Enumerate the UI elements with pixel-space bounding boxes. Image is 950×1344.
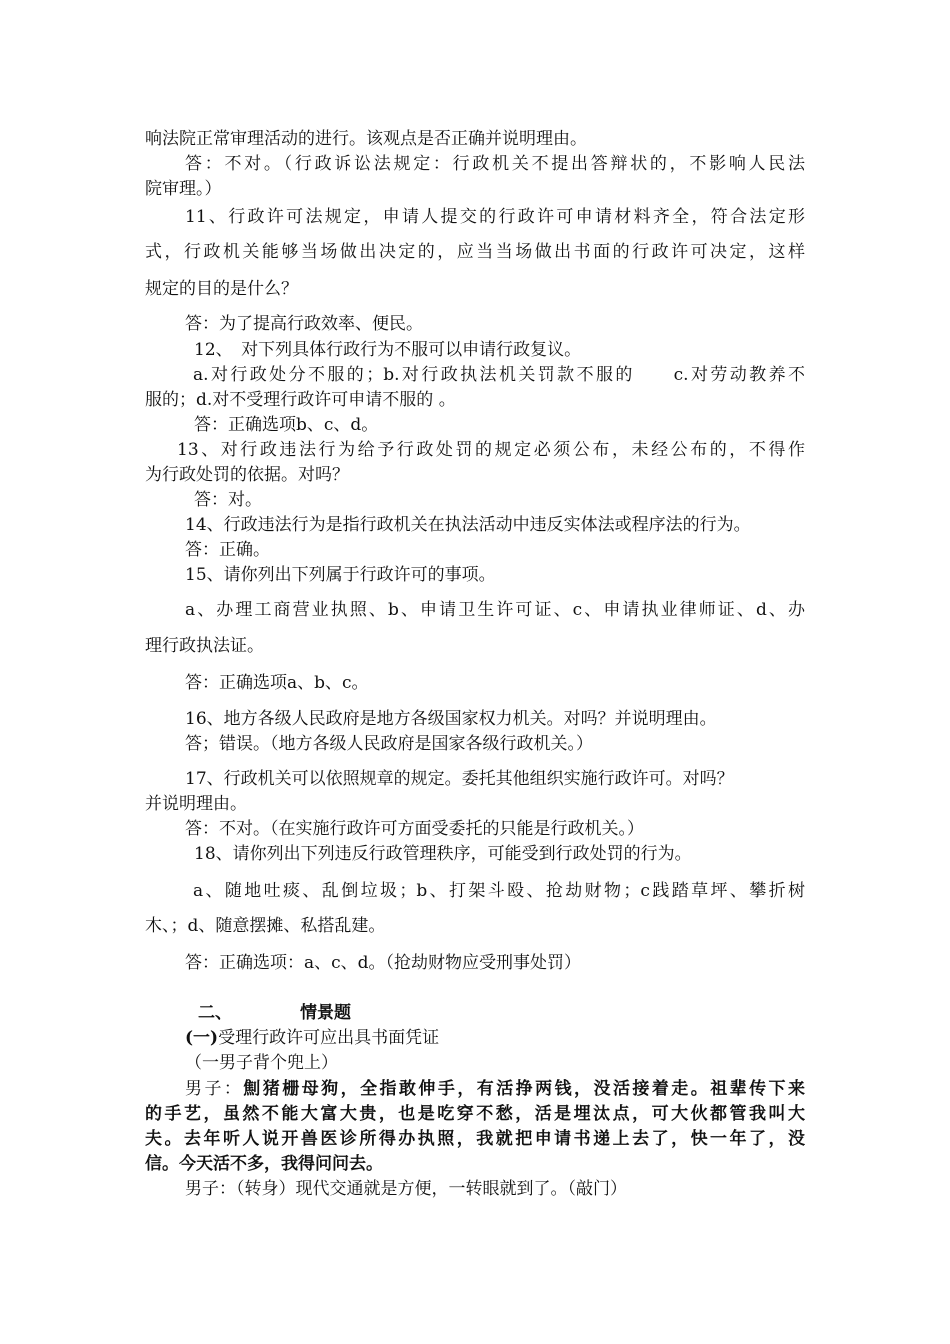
text-line: 响法院正常审理活动的进行。该观点是否正确并说明理由。 <box>145 129 587 149</box>
speech-line: 男子：（转身）现代交通就是方便，一转眼就到了。（敲门） <box>185 1179 627 1199</box>
subsection-heading <box>185 1027 439 1049</box>
question-16: 16、地方各级人民政府是地方各级国家权力机关。对吗？并说明理由。 <box>185 709 717 729</box>
speech-line: 夫。去年听人说开兽医诊所得办执照，我就把申请书递上去了，快一年了，没 <box>145 1129 805 1149</box>
subsection-title: 受理行政许可应出具书面凭证 <box>218 1028 440 1048</box>
text-line: 服的；d.对不受理行政许可申请不服的 。 <box>145 390 456 410</box>
answer-14: 答：正确。 <box>185 540 270 560</box>
subsection-number: (一) <box>185 1028 219 1048</box>
question-12: 12、 对下列具体行政行为不服可以申请行政复议。 <box>194 340 582 360</box>
speech-line: 男子：劁猪栅母狗，全指敢伸手，有活挣两钱，没活接着走。祖辈传下来 <box>145 1078 805 1100</box>
text-line: 式，行政机关能够当场做出决定的，应当当场做出书面的行政许可决定，这样 <box>145 242 805 262</box>
text-line: 院审理。） <box>145 179 222 199</box>
section-number: 二、 <box>198 1003 232 1023</box>
question-14: 14、行政违法行为是指行政机关在执法活动中违反实体法或程序法的行为。 <box>185 515 751 535</box>
answer-13: 答：对。 <box>194 490 262 510</box>
speaker-label: 男子： <box>185 1179 236 1199</box>
speaker-label: 男子： <box>185 1079 244 1099</box>
question-18: 18、请你列出下列违反行政管理秩序，可能受到行政处罚的行为。 <box>194 844 692 864</box>
answer-12: 答：正确选项b、c、d。 <box>194 415 379 435</box>
answer-18: 答：正确选项：a、c、d。（抢劫财物应受刑事处罚） <box>185 953 582 973</box>
question-13: 13、对行政违法行为给予行政处罚的规定必须公布，未经公布的，不得作 <box>177 440 805 460</box>
text-line: 木、；d、随意摆摊、私搭乱建。 <box>145 916 386 936</box>
stage-direction: （一男子背个兜上） <box>185 1053 338 1073</box>
text-line: 理行政执法证。 <box>145 636 264 656</box>
question-15: 15、请你列出下列属于行政许可的事项。 <box>185 565 496 585</box>
answer-15: 答：正确选项a、b、c。 <box>185 673 369 693</box>
text-line: 为行政处罚的依据。对吗？ <box>145 465 349 485</box>
text-line: a、随地吐痰、乱倒垃圾；b、打架斗殴、抢劫财物；c践踏草坪、攀折树 <box>193 881 805 901</box>
question-17: 17、行政机关可以依照规章的规定。委托其他组织实施行政许可。对吗？ <box>185 769 734 789</box>
text-line: 答：不对。（行政诉讼法规定：行政机关不提出答辩状的，不影响人民法 <box>185 154 805 174</box>
text-line: a、办理工商营业执照、b、申请卫生许可证、c、申请执业律师证、d、办 <box>185 600 805 620</box>
speech-line: 信。今天活不多，我得问问去。 <box>145 1154 383 1174</box>
answer-17: 答：不对。（在实施行政许可方面受委托的只能是行政机关。） <box>185 819 644 839</box>
question-11: 11、行政许可法规定，申请人提交的行政许可申请材料齐全，符合法定形 <box>185 207 805 227</box>
text-line: 并说明理由。 <box>145 794 247 814</box>
section-title: 情景题 <box>300 1003 351 1023</box>
answer-16: 答；错误。（地方各级人民政府是国家各级行政机关。） <box>185 734 593 754</box>
answer-11: 答：为了提高行政效率、便民。 <box>185 314 423 334</box>
speech-line: 的手艺，虽然不能大富大贵，也是吃穿不愁，活是埋汰点，可大伙都管我叫大 <box>145 1104 805 1124</box>
text-line: 规定的目的是什么？ <box>145 279 298 299</box>
text-line: a.对行政处分不服的；b.对行政执法机关罚款不服的 c.对劳动教养不 <box>193 365 805 385</box>
